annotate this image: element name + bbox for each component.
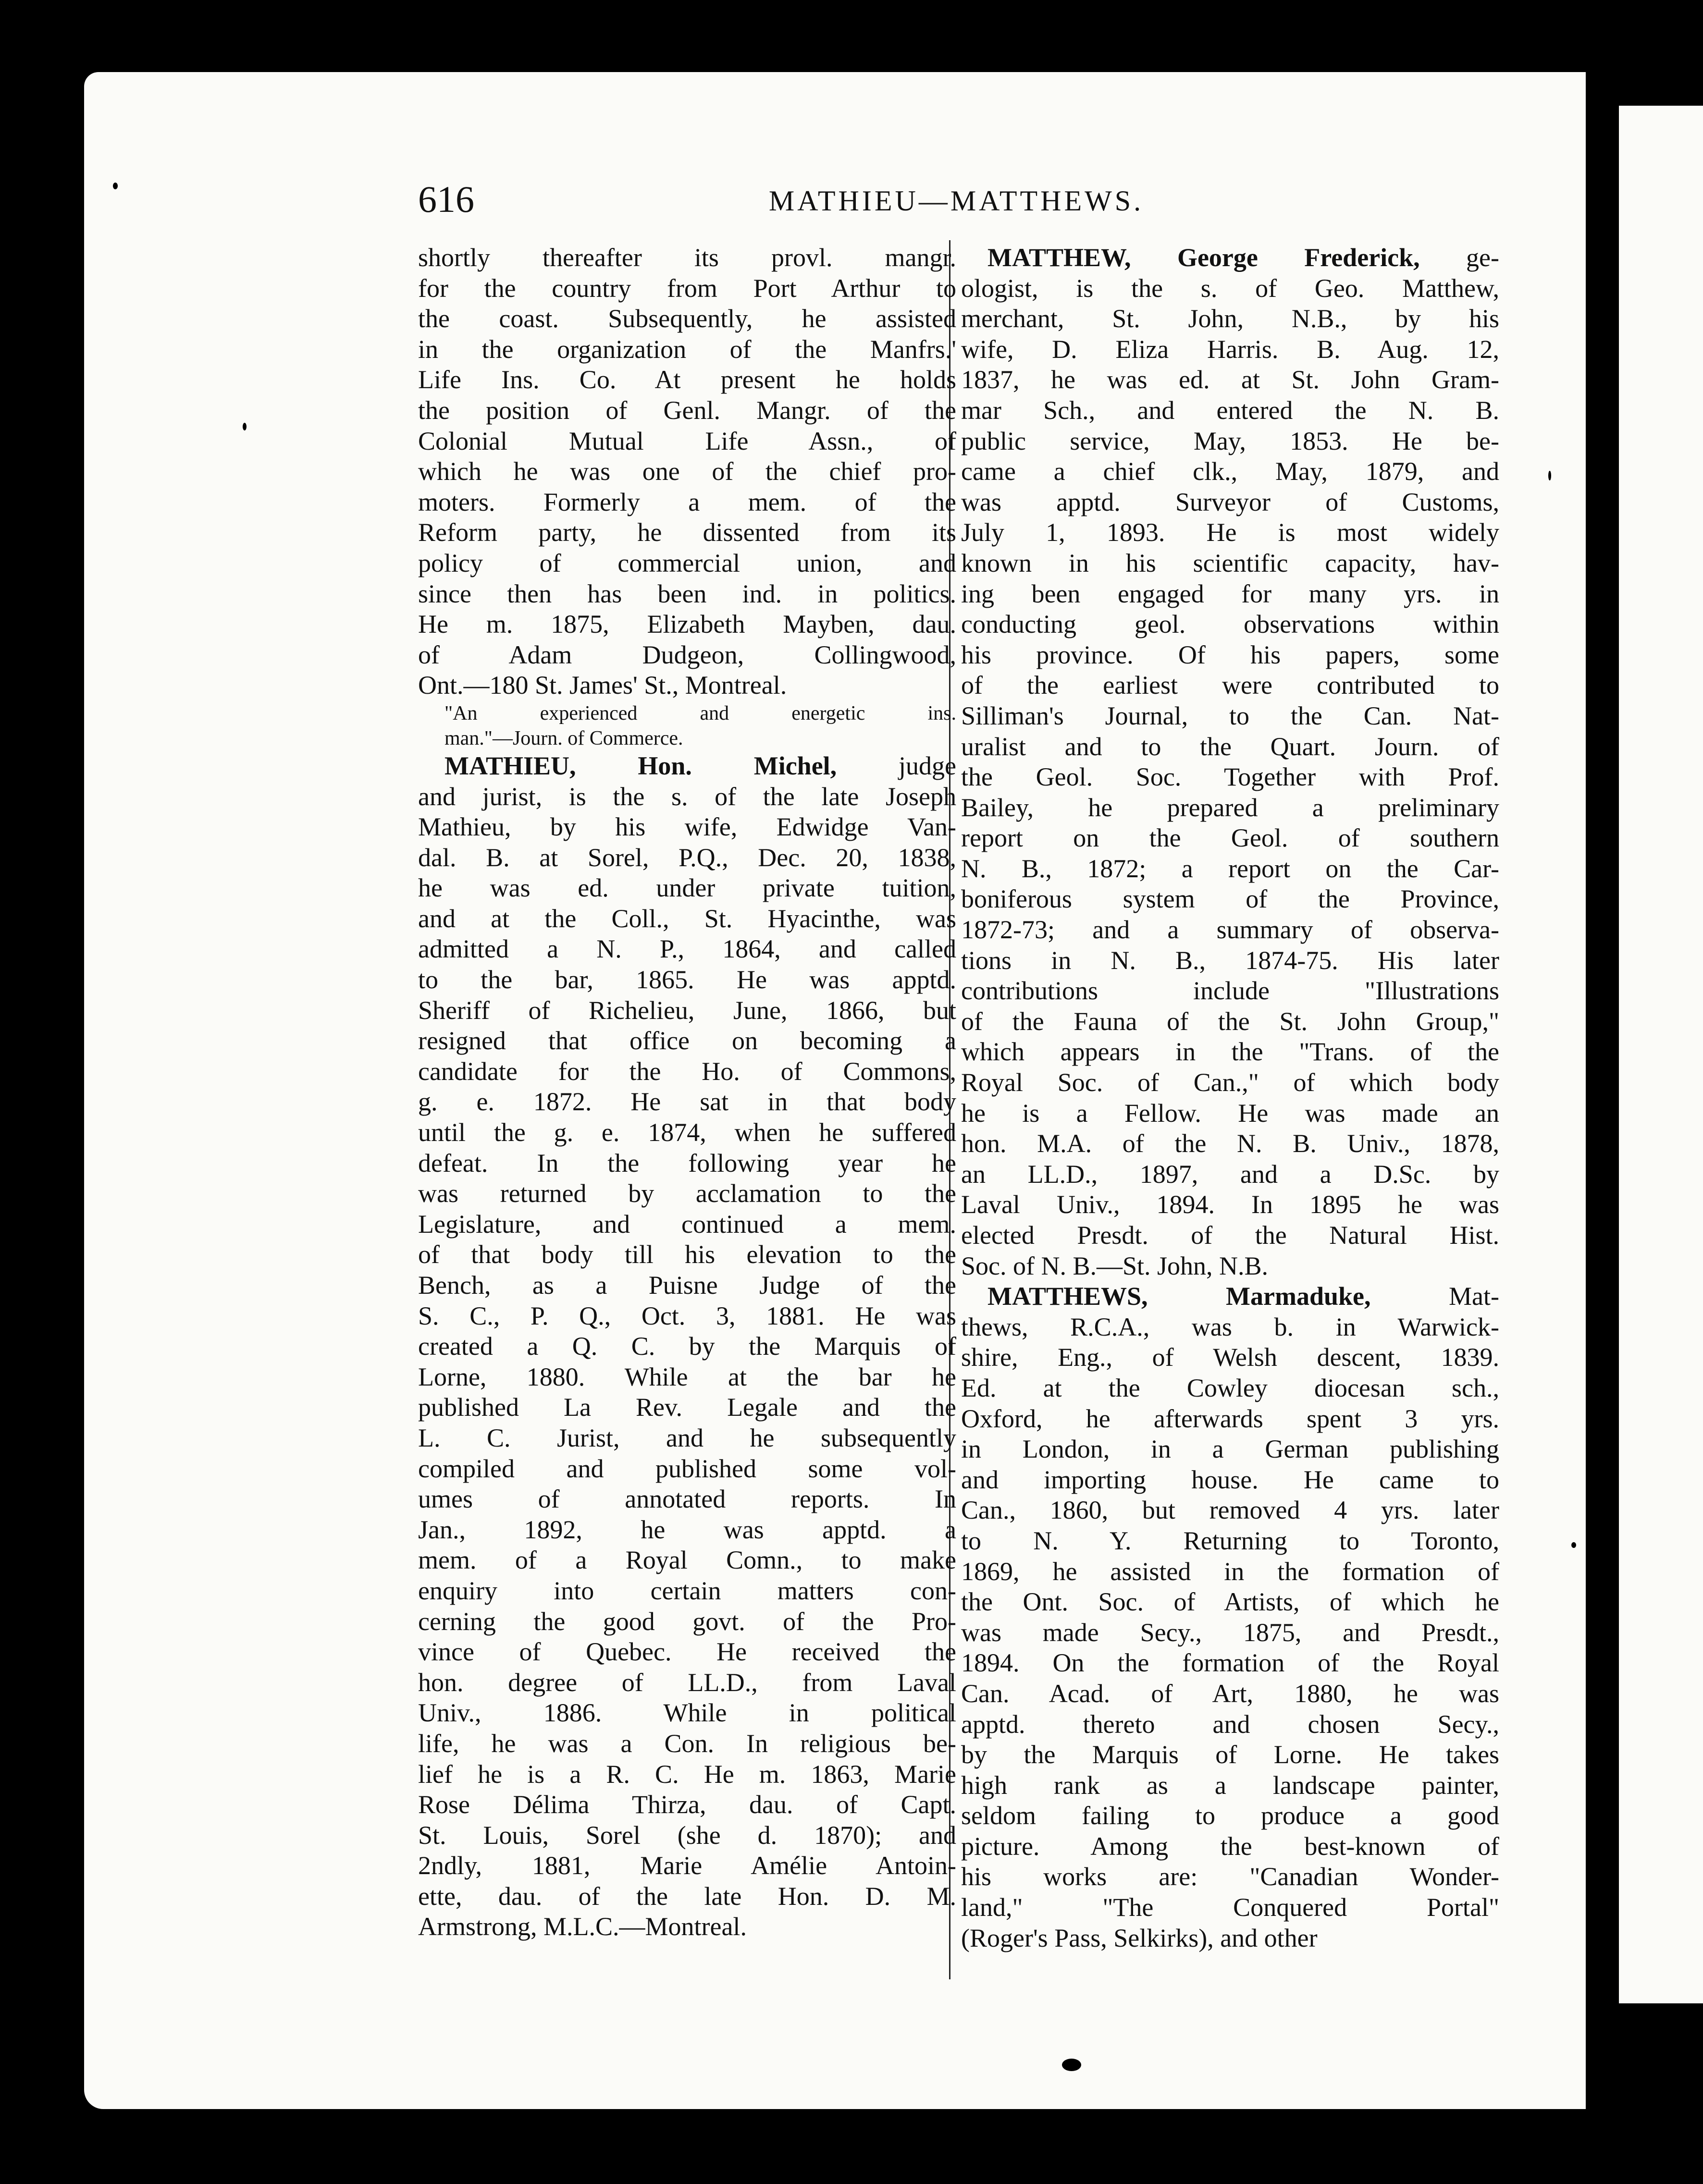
text-line: admitted a N. P., 1864, and called bbox=[418, 934, 956, 964]
text-line: until the g. e. 1874, when he suffered bbox=[418, 1118, 956, 1147]
text-line: life, he was a Con. In religious be- bbox=[418, 1729, 956, 1758]
text-line: Univ., 1886. While in political bbox=[418, 1698, 956, 1728]
text-line: Legislature, and continued a mem. bbox=[418, 1209, 956, 1239]
text-line: Laval Univ., 1894. In 1895 he was bbox=[961, 1190, 1499, 1219]
text-line: known in his scientific capacity, hav- bbox=[961, 548, 1499, 577]
text-line: Ed. at the Cowley diocesan sch., bbox=[961, 1373, 1499, 1402]
entry-matthews bbox=[961, 1281, 1499, 1953]
text-line: for the country from Port Arthur to bbox=[418, 273, 956, 303]
text-line: an LL.D., 1897, and a D.Sc. by bbox=[961, 1159, 1499, 1189]
text-line: conducting geol. observations within bbox=[961, 610, 1499, 639]
text-line: Rose Délima Thirza, dau. of Capt. bbox=[418, 1790, 956, 1819]
running-head: MATHIEU—MATTHEWS. bbox=[768, 185, 1144, 217]
text-line: Colonial Mutual Life Assn., of bbox=[418, 426, 956, 455]
text-line: Ont.—180 St. James' St., Montreal. bbox=[418, 671, 787, 700]
text-line: Armstrong, M.L.C.—Montreal. bbox=[418, 1912, 747, 1941]
text-line: S. C., P. Q., Oct. 3, 1881. He was bbox=[418, 1301, 956, 1330]
text-line: 1837, he was ed. at St. John Gram- bbox=[961, 365, 1499, 394]
text-line: his works are: "Canadian Wonder- bbox=[961, 1862, 1499, 1891]
text-line: report on the Geol. of southern bbox=[961, 823, 1499, 853]
text-line: mar Sch., and entered the N. B. bbox=[961, 395, 1499, 425]
text-line: shortly thereafter its provl. mangr. bbox=[418, 243, 956, 272]
right-column bbox=[961, 243, 1499, 1953]
text-line: Bench, as a Puisne Judge of the bbox=[418, 1271, 956, 1300]
text-line: in the organization of the Manfrs.' bbox=[418, 334, 956, 364]
text-line: the Ont. Soc. of Artists, of which he bbox=[961, 1587, 1499, 1617]
text-line: Mathieu, by his wife, Edwidge Van- bbox=[418, 812, 956, 842]
text-line: Soc. of N. B.—St. John, N.B. bbox=[961, 1251, 1269, 1280]
scan-speck bbox=[1571, 1542, 1576, 1548]
text-line: compiled and published some vol- bbox=[418, 1454, 956, 1483]
text-line: policy of commercial union, and bbox=[418, 548, 956, 577]
text-line: picture. Among the best-known of bbox=[961, 1831, 1499, 1861]
text-line: umes of annotated reports. In bbox=[418, 1485, 956, 1514]
text-line: seldom failing to produce a good bbox=[961, 1801, 1499, 1830]
text-line: July 1, 1893. He is most widely bbox=[961, 518, 1499, 547]
text-line: thews, R.C.A., was b. in Warwick- bbox=[961, 1312, 1499, 1341]
text-line: apptd. thereto and chosen Secy., bbox=[961, 1709, 1499, 1739]
text-line: he was ed. under private tuition, bbox=[418, 873, 956, 903]
text-line: to N. Y. Returning to Toronto, bbox=[961, 1526, 1499, 1555]
entry-mathieu bbox=[418, 751, 956, 1942]
text-line: of that body till his elevation to the bbox=[418, 1240, 956, 1269]
text-line: Jan., 1892, he was apptd. a bbox=[418, 1515, 956, 1544]
text-line: published La Rev. Legale and the bbox=[418, 1393, 956, 1422]
text-line: uralist and to the Quart. Journ. of bbox=[961, 732, 1499, 761]
text-line: enquiry into certain matters con- bbox=[418, 1576, 956, 1605]
text-line: land," "The Conquered Portal" bbox=[961, 1893, 1499, 1922]
text-line: hon. M.A. of the N. B. Univ., 1878, bbox=[961, 1129, 1499, 1158]
text-line: since then has been ind. in politics. bbox=[418, 579, 956, 608]
text-line: St. Louis, Sorel (she d. 1870); and bbox=[418, 1820, 956, 1850]
text-line: He m. 1875, Elizabeth Mayben, dau. bbox=[418, 610, 956, 639]
text-line: public service, May, 1853. He be- bbox=[961, 426, 1499, 455]
page-header bbox=[418, 173, 1494, 231]
text-line: defeat. In the following year he bbox=[418, 1148, 956, 1178]
text-line: by the Marquis of Lorne. He takes bbox=[961, 1740, 1499, 1769]
text-line: merchant, St. John, N.B., by his bbox=[961, 304, 1499, 333]
text-line: to the bar, 1865. He was apptd. bbox=[418, 965, 956, 994]
scan-speck bbox=[1062, 2059, 1081, 2071]
text-line: ologist, is the s. of Geo. Matthew, bbox=[961, 273, 1499, 303]
text-line: of Adam Dudgeon, Collingwood, bbox=[418, 640, 956, 669]
text-line: high rank as a landscape painter, bbox=[961, 1770, 1499, 1800]
text-line: Can., 1860, but removed 4 yrs. later bbox=[961, 1496, 1499, 1525]
text-line: MATHIEU, Hon. Michel, judge bbox=[444, 751, 956, 780]
text-line: was returned by acclamation to the bbox=[418, 1179, 956, 1208]
scan-speck bbox=[243, 423, 247, 430]
text-line: Reform party, he dissented from its bbox=[418, 518, 956, 547]
text-line: wife, D. Eliza Harris. B. Aug. 12, bbox=[961, 334, 1499, 364]
page-gutter-shadow bbox=[1586, 72, 1612, 2109]
text-line: dal. B. at Sorel, P.Q., Dec. 20, 1838, bbox=[418, 843, 956, 872]
text-line: vince of Quebec. He received the bbox=[418, 1637, 956, 1667]
text-line: Royal Soc. of Can.," of which body bbox=[961, 1068, 1499, 1097]
text-line: Sheriff of Richelieu, June, 1866, but bbox=[418, 995, 956, 1025]
text-line: shire, Eng., of Welsh descent, 1839. bbox=[961, 1343, 1499, 1372]
text-line: created a Q. C. by the Marquis of bbox=[418, 1332, 956, 1361]
text-line: Lorne, 1880. While at the bar he bbox=[418, 1362, 956, 1391]
text-line: and at the Coll., St. Hyacinthe, was bbox=[418, 904, 956, 933]
text-line: the Geol. Soc. Together with Prof. bbox=[961, 762, 1499, 792]
text-line: man."—Journ. of Commerce. bbox=[444, 727, 683, 749]
quote-block bbox=[418, 701, 956, 751]
text-line: moters. Formerly a mem. of the bbox=[418, 487, 956, 516]
text-line: contributions include "Illustrations bbox=[961, 976, 1499, 1006]
scan-speck bbox=[1548, 471, 1551, 480]
text-line: ette, dau. of the late Hon. D. M. bbox=[418, 1881, 956, 1911]
text-line: and importing house. He came to bbox=[961, 1465, 1499, 1494]
entry-matthew bbox=[961, 243, 1499, 1281]
text-line: 2ndly, 1881, Marie Amélie Antoin- bbox=[418, 1851, 956, 1880]
text-line: which appears in the "Trans. of the bbox=[961, 1037, 1499, 1067]
text-line: MATTHEW, George Frederick, ge- bbox=[987, 243, 1499, 272]
text-line: 1894. On the formation of the Royal bbox=[961, 1648, 1499, 1678]
text-line: the coast. Subsequently, he assisted bbox=[418, 304, 956, 333]
text-line: his province. Of his papers, some bbox=[961, 640, 1499, 669]
text-line: was apptd. Surveyor of Customs, bbox=[961, 487, 1499, 516]
text-line: the position of Genl. Mangr. of the bbox=[418, 395, 956, 425]
text-line: N. B., 1872; a report on the Car- bbox=[961, 854, 1499, 883]
text-line: elected Presdt. of the Natural Hist. bbox=[961, 1221, 1499, 1250]
text-line: g. e. 1872. He sat in that body bbox=[418, 1087, 956, 1117]
next-page-edge bbox=[1619, 106, 1703, 2003]
page-number: 616 bbox=[418, 178, 474, 220]
entry-continuation bbox=[418, 243, 956, 701]
text-line: tions in N. B., 1874-75. His later bbox=[961, 945, 1499, 975]
text-line: 1872-73; and a summary of observa- bbox=[961, 915, 1499, 945]
text-line: candidate for the Ho. of Commons, bbox=[418, 1056, 956, 1086]
text-line: which he was one of the chief pro- bbox=[418, 457, 956, 486]
text-line: hon. degree of LL.D., from Laval bbox=[418, 1668, 956, 1697]
text-line: came a chief clk., May, 1879, and bbox=[961, 457, 1499, 486]
text-line: Can. Acad. of Art, 1880, he was bbox=[961, 1679, 1499, 1708]
text-line: Silliman's Journal, to the Can. Nat- bbox=[961, 701, 1499, 730]
text-line: Life Ins. Co. At present he holds bbox=[418, 365, 956, 394]
text-line: in London, in a German publishing bbox=[961, 1435, 1499, 1464]
text-line: mem. of a Royal Comn., to make bbox=[418, 1546, 956, 1575]
text-line: ing been engaged for many yrs. in bbox=[961, 579, 1499, 608]
scan-speck bbox=[113, 183, 118, 189]
text-line: of the earliest were contributed to bbox=[961, 671, 1499, 700]
text-line: 1869, he assisted in the formation of bbox=[961, 1557, 1499, 1586]
text-line: (Roger's Pass, Selkirks), and other bbox=[961, 1923, 1318, 1952]
text-line: MATTHEWS, Marmaduke, Mat- bbox=[987, 1282, 1499, 1311]
text-line: and jurist, is the s. of the late Joseph bbox=[418, 782, 956, 811]
text-line: resigned that office on becoming a bbox=[418, 1026, 956, 1055]
left-column bbox=[418, 243, 956, 1942]
text-line: L. C. Jurist, and he subsequently bbox=[418, 1423, 956, 1452]
text-line: of the Fauna of the St. John Group," bbox=[961, 1006, 1499, 1036]
text-line: Oxford, he afterwards spent 3 yrs. bbox=[961, 1404, 1499, 1433]
text-line: "An experienced and energetic ins. bbox=[444, 702, 956, 724]
text-line: cerning the good govt. of the Pro- bbox=[418, 1607, 956, 1636]
text-line: lief he is a R. C. He m. 1863, Marie bbox=[418, 1759, 956, 1789]
text-line: Bailey, he prepared a preliminary bbox=[961, 793, 1499, 822]
text-line: he is a Fellow. He was made an bbox=[961, 1098, 1499, 1128]
text-line: was made Secy., 1875, and Presdt., bbox=[961, 1618, 1499, 1647]
text-line: boniferous system of the Province, bbox=[961, 884, 1499, 914]
